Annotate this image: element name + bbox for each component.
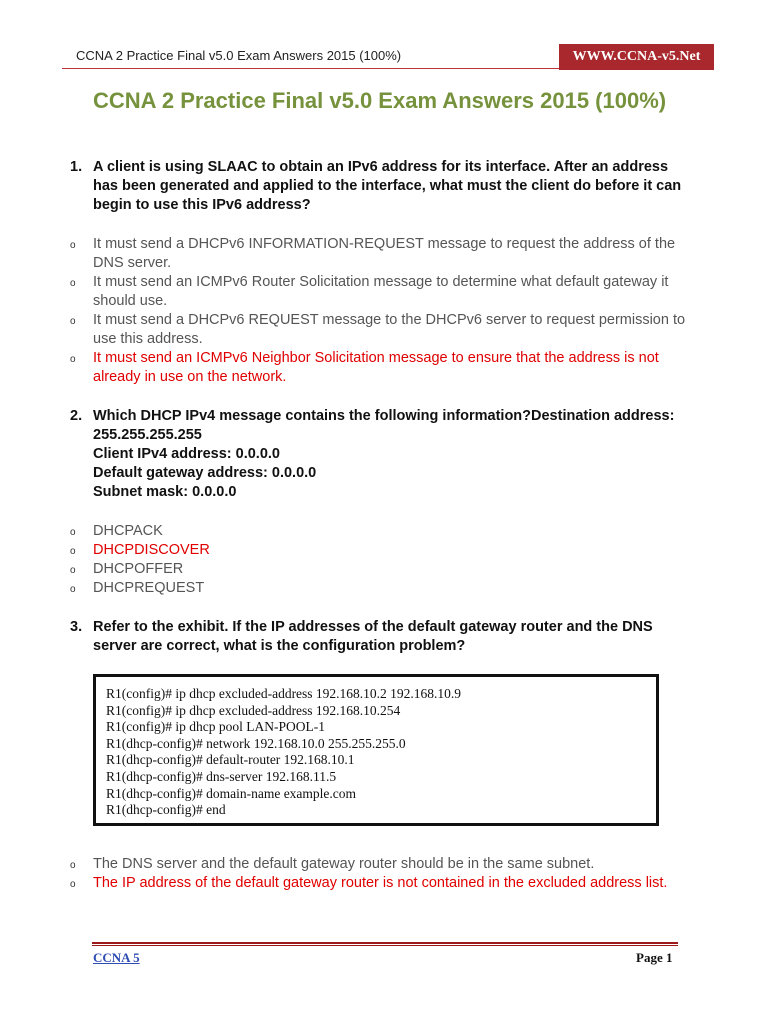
exhibit-line: R1(dhcp-config)# end [106,802,226,818]
question-2 [70,407,690,502]
question-text-line: Subnet mask: 0.0.0.0 [93,484,237,500]
option-text: It must send a DHCPv6 INFORMATION-REQUEST message to request the address of the DNS server. [93,236,676,271]
bullet-icon: o [70,316,76,327]
page-number: Page 1 [636,950,673,965]
option-text: The IP address of the default gateway router is not contained in the excluded address list. [93,875,668,891]
question-text-line: Refer to the exhibit. If the IP addresses of the default gateway router and the DNS server are correct, what is the configuration problem? [93,619,653,654]
bullet-icon: o [70,354,76,365]
bullet-icon: o [70,546,76,557]
option-text: DHCPACK [93,523,163,539]
answer-option-correct[interactable] [70,541,690,560]
answer-option[interactable] [70,235,690,273]
question-text-line: Client IPv4 address: 0.0.0.0 [93,446,280,462]
question-number: 1. [70,159,83,175]
answer-option[interactable] [70,522,690,541]
question-number: 2. [70,408,83,424]
option-text: It must send an ICMPv6 Neighbor Solicitation message to ensure that the address is not already in use on the network. [93,350,659,385]
question-1 [70,158,690,215]
question-text-line: A client is using SLAAC to obtain an IPv6 address for its interface. After an address has been generated and applied to the interface, what must the client do before it can begin to use this IPv6 address? [93,159,682,213]
question-3 [70,618,690,656]
answer-option[interactable] [70,560,690,579]
question-1-options [70,235,690,387]
option-text: DHCPDISCOVER [93,542,210,558]
exhibit-line: R1(dhcp-config)# default-router 192.168.10.1 [106,752,355,768]
answer-option[interactable] [70,311,690,349]
option-text: It must send an ICMPv6 Router Solicitation message to determine what default gateway it should use. [93,274,669,309]
answer-option-correct[interactable] [70,349,690,387]
exhibit-line: R1(dhcp-config)# dns-server 192.168.11.5 [106,768,337,784]
option-text: DHCPOFFER [93,561,184,577]
question-number: 3. [70,619,83,635]
page-title: CCNA 2 Practice Final v5.0 Exam Answers 2015 (100%) [93,88,667,113]
answer-option-correct[interactable] [70,874,690,893]
bullet-icon: o [70,240,76,251]
question-text-line: Default gateway address: 0.0.0.0 [93,465,317,481]
bullet-icon: o [70,527,76,538]
exhibit-line: R1(config)# ip dhcp excluded-address 192.168.10.254 [106,702,401,718]
question-text [93,158,690,215]
exhibit-config [93,674,659,826]
bullet-icon: o [70,584,76,595]
exhibit-line: R1(config)# ip dhcp pool LAN-POOL-1 [106,719,325,735]
option-text: DHCPREQUEST [93,580,205,596]
bullet-icon: o [70,860,76,871]
question-text-line: Which DHCP IPv4 message contains the following information?Destination address: 255.255.255.255 [93,408,675,443]
footer-divider-thin [92,945,678,946]
site-badge[interactable]: WWW.CCNA-v5.Net [559,44,714,70]
answer-option[interactable] [70,273,690,311]
bullet-icon: o [70,565,76,576]
exhibit-line: R1(config)# ip dhcp excluded-address 192.168.10.2 192.168.10.9 [106,686,462,701]
question-text [93,407,690,502]
footer-divider [92,942,678,944]
question-3-options [70,855,690,893]
exhibit-line: R1(dhcp-config)# network 192.168.10.0 255.255.255.0 [106,735,406,751]
question-text [93,618,690,656]
header-divider [62,68,562,69]
footer-link[interactable]: CCNA 5 [93,950,140,965]
option-text: It must send a DHCPv6 REQUEST message to the DHCPv6 server to request permission to use this address. [93,312,686,347]
bullet-icon: o [70,278,76,289]
question-2-options [70,522,690,598]
header-title: CCNA 2 Practice Final v5.0 Exam Answers 2015 (100%) [76,48,402,63]
exhibit-line: R1(dhcp-config)# domain-name example.com [106,785,357,801]
answer-option[interactable] [70,579,690,598]
option-text: The DNS server and the default gateway router should be in the same subnet. [93,856,595,872]
bullet-icon: o [70,879,76,890]
answer-option[interactable] [70,855,690,874]
